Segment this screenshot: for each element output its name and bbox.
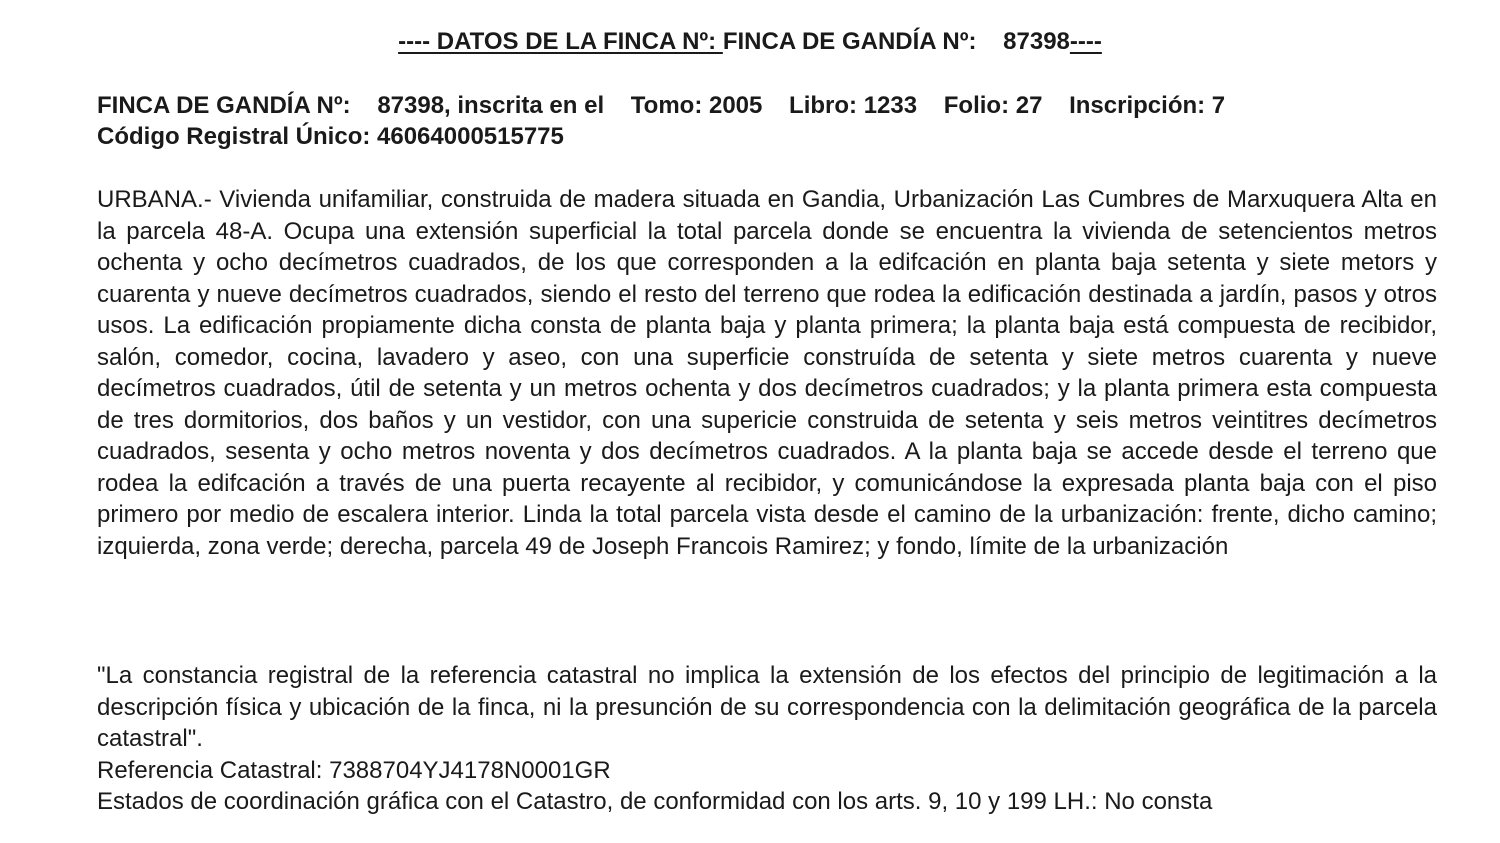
finca-registry-line: FINCA DE GANDÍA Nº: 87398, inscrita en el Tomo: 2005 Libro: 1233 Folio: 27 Inscripción: 7 <box>97 92 1226 119</box>
finca-header <box>97 90 1437 152</box>
title-suffix: ---- <box>1069 28 1102 55</box>
title-prefix: ---- DATOS DE LA FINCA Nº: <box>398 28 723 55</box>
page-title <box>0 26 1500 58</box>
catastral-notice: "La constancia registral de la referencia catastral no implica la extensión de los efectos del principio de legitimación a la descripción física y ubicación de la finca, ni la presunción de su correspondencia con la delimitación geográfica de la parcela catastral". <box>97 662 1437 752</box>
title-finca: FINCA DE GANDÍA Nº: 87398 <box>722 28 1070 55</box>
estados-coordinacion: Estados de coordinación gráfica con el Catastro, de conformidad con los arts. 9, 10 y 199 LH.: No consta <box>97 788 1213 815</box>
finca-description: URBANA.- Vivienda unifamiliar, construida de madera situada en Gandia, Urbanización Las Cumbres de Marxuquera Alta en la parcela 48-A. Ocupa una extensión superficial la total parcela donde se encuentra la vivienda de setencientos metros ochenta y ocho decímetros cuadrados, de los que corresponden a la edifcación en planta baja setenta y siete metors y cuarenta y nueve decímetros cuadrados, siendo el resto del terreno que rodea la edificación destinada a jardín, pasos y otros usos. La edificación propiamente dicha consta de planta baja y planta primera; la planta baja está compuesta de recibidor, salón, comedor, cocina, lavadero y aseo, con una superficie construída de setenta y siete metros cuarenta y nueve decímetros cuadrados, útil de setenta y un metros ochenta y dos decímetros cuadrados; y la planta primera esta compuesta de tres dormitorios, dos baños y un vestidor, con una supericie construida de setenta y seis metros veintitres decímetros cuadrados, sesenta y ocho metros noventa y dos decímetros cuadrados. A la planta baja se accede desde el terreno que rodea la edifcación a través de una puerta recayente al recibidor, y comunicándose la expresada planta baja con el piso primero por medio de escalera interior. Linda la total parcela vista desde el camino de la urbanización: frente, dicho camino; izquierda, zona verde; derecha, parcela 49 de Joseph Francois Ramirez; y fondo, límite de la urbanización <box>97 186 1437 560</box>
referencia-catastral: Referencia Catastral: 7388704YJ4178N0001GR <box>97 757 611 784</box>
codigo-registral-line: Código Registral Único: 46064000515775 <box>97 123 564 150</box>
